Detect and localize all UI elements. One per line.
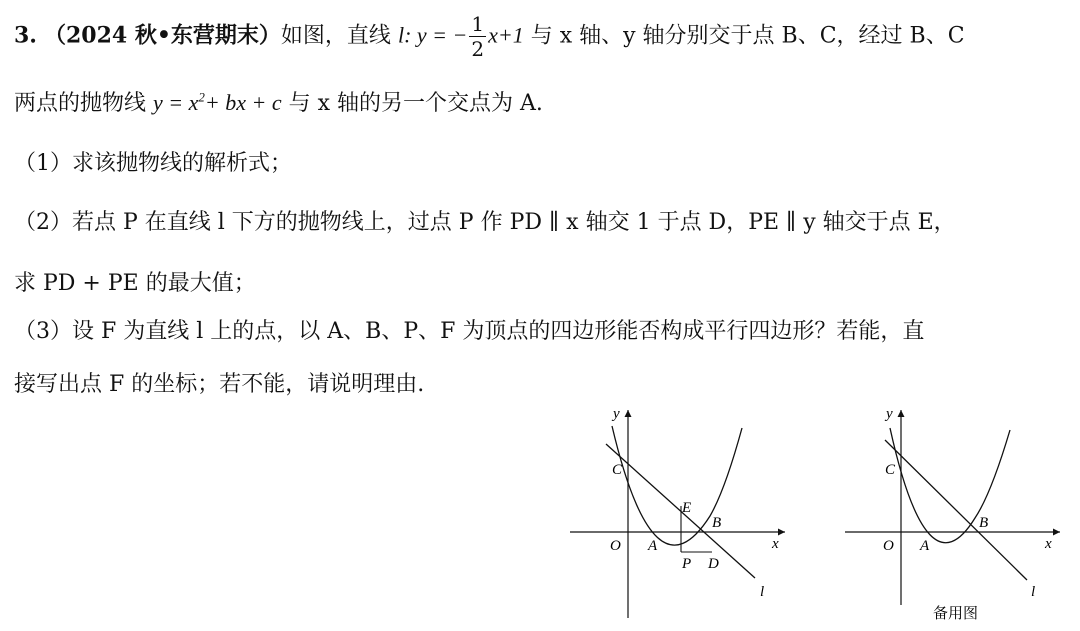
label-x: x <box>1045 536 1052 552</box>
label-y: y <box>886 406 893 422</box>
problem-source: （2024 秋•东营期末） <box>43 22 281 49</box>
label-d: D <box>708 556 719 572</box>
intro-text-3: 两点的抛物线 <box>14 91 147 116</box>
parabola-curve <box>890 428 1010 543</box>
line-name: l <box>397 22 405 48</box>
line-equation-lhs: : y = − <box>404 22 468 48</box>
intro-text-4: 与 x 轴的另一个交点为 A. <box>288 91 543 116</box>
problem-line-2 <box>14 86 543 117</box>
figure-caption: 备用图 <box>933 606 979 622</box>
fraction-one-half <box>469 14 486 59</box>
label-c: C <box>612 462 623 478</box>
label-c: C <box>885 462 896 478</box>
figure-1 <box>560 400 800 625</box>
label-e: E <box>682 500 692 516</box>
intro-text-2: 与 x 轴、y 轴分别交于点 B、C，经过 B、C <box>530 23 965 49</box>
question-3-line-1: （3）设 F 为直线 l 上的点，以 A、B、P、F 为顶点的四边形能否构成平行四边形？若能，直 <box>14 319 925 344</box>
question-2-line-2: 求 PD + PE 的最大值； <box>14 271 256 296</box>
label-y: y <box>613 406 620 422</box>
problem-number: 3. <box>14 22 37 49</box>
line-l <box>885 440 1027 580</box>
label-l: l <box>1031 584 1036 600</box>
problem-line-1 <box>14 14 965 59</box>
label-b: B <box>979 515 989 531</box>
question-1: （1）求该抛物线的解析式； <box>14 151 292 176</box>
label-o: O <box>883 538 894 554</box>
label-x: x <box>772 536 779 552</box>
label-o: O <box>610 538 621 554</box>
fraction-numerator: 1 <box>471 12 485 36</box>
question-3-line-2: 接写出点 F 的坐标；若不能，请说明理由. <box>14 372 425 397</box>
label-p: P <box>682 556 692 572</box>
parabola-exponent: 2 <box>198 89 205 105</box>
label-a: A <box>920 538 930 554</box>
line-equation-tail: x+1 <box>488 22 524 48</box>
question-2-line-1: （2）若点 P 在直线 l 下方的抛物线上，过点 P 作 PD ∥ x 轴交 1 于点 D，PE ∥ y 轴交于点 E， <box>14 210 956 235</box>
label-b: B <box>712 515 722 531</box>
parabola-lhs: y = x <box>153 90 199 115</box>
label-a: A <box>648 538 658 554</box>
label-l: l <box>760 584 765 600</box>
figure-2 <box>835 400 1075 628</box>
intro-text-1: 如图，直线 <box>280 23 391 49</box>
fraction-denominator: 2 <box>471 37 485 61</box>
parabola-tail: + bx + c <box>204 90 282 115</box>
parabola-curve <box>612 426 742 545</box>
